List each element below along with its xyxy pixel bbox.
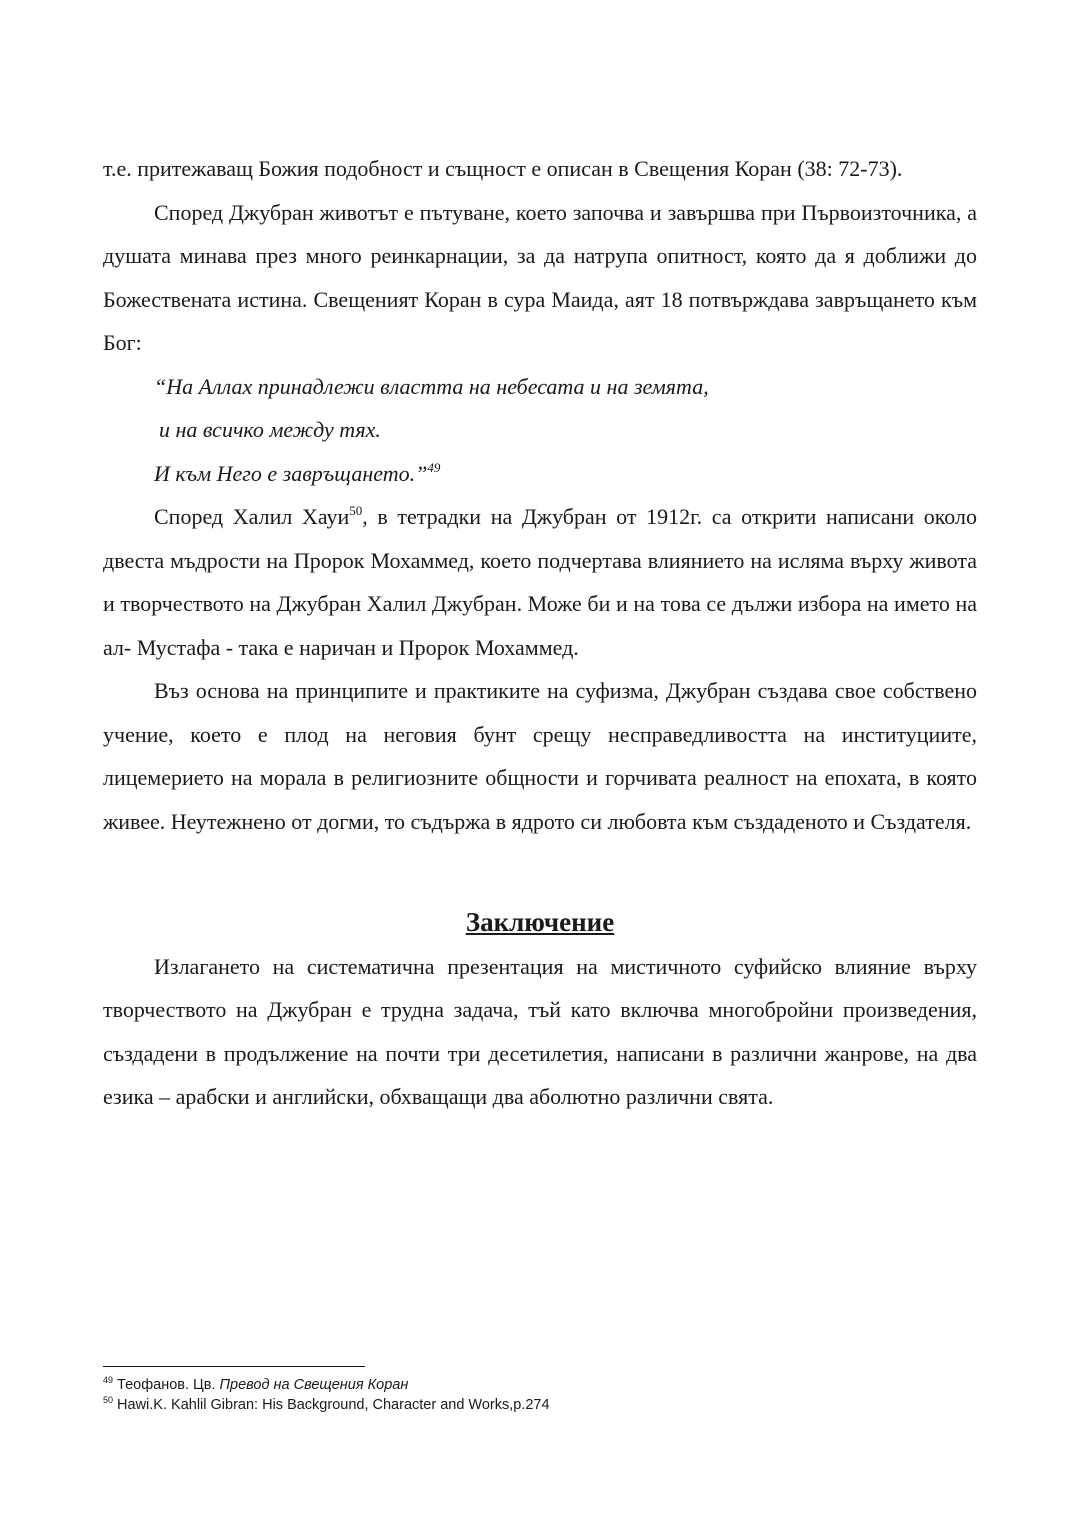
page-body (103, 147, 977, 1119)
footnote-divider (103, 1366, 365, 1367)
footnote-number: 49 (103, 1375, 114, 1385)
paragraph-hawi (103, 495, 977, 669)
footnote-author: Теофанов. Цв. (117, 1377, 216, 1393)
paragraph-journey: Според Джубран животът е пътуване, което започва и завършва при Първоизточника, а душата минава през много реинкарнации, за да натрупа опитност, която да я доближи до Божествената истина. Свещеният Коран в сура Маида, аят 18 потвърждава завръщането към Бог: (103, 199, 977, 355)
footnote-title: Превод на Свещения Коран (219, 1377, 409, 1393)
quote-line-1: “На Аллах принадлежи властта на небесата и на земята, (154, 373, 709, 399)
footnote-50 (103, 1395, 977, 1415)
quote-line-2: и на всичко между тях. (159, 417, 381, 442)
quote-line-3-text: И към Него е завръщането.” (154, 460, 428, 486)
section-heading: Заключение (465, 907, 615, 937)
paragraph-conclusion: Излагането на систематична презентация на мистичното суфийско влияние върху творчеството на Джубран е трудна задача, тъй като включва многобройни произведения, създадени в продължение на почти три десетилетия, написани в различни жанрове, на два езика – арабски и английски, обхващащи два аболютно различни свята. (103, 953, 977, 1109)
paragraph-hawi-start: Според Халил Хауи (154, 504, 350, 529)
quran-quote (103, 365, 977, 496)
footnote-number: 50 (103, 1395, 114, 1405)
footnote-ref-49[interactable]: 49 (427, 459, 441, 475)
paragraph-hawi-rest: , в тетрадки на Джубран от 1912г. са открити написани около двеста мъдрости на Пророк Мохаммед, което подчертава влиянието на исляма върху живота и творчеството на Джубран Халил Джубран. Може би и на това се дължи избора на името на ал- Мустафа - така е наричан и Пророк Мохаммед. (103, 504, 977, 660)
footnote-49 (103, 1375, 977, 1395)
paragraph-continuation: т.е. притежаващ Божия подобност и същност е описан в Свещения Коран (38: 72-73). (103, 156, 903, 181)
quote-line-3 (154, 452, 977, 496)
footnote-ref-50[interactable]: 50 (349, 503, 363, 518)
footnotes (103, 1366, 977, 1415)
paragraph-sufism: Въз основа на принципите и практиките на суфизма, Джубран създава свое собствено учение, което е плод на неговия бунт срещу несправедливостта на институциите, лицемерието на морала в религиозните общности и горчивата реалност на епохата, в която живее. Неутежнено от догми, то съдържа в ядрото си любовта към създаденото и Създателя. (103, 678, 977, 834)
footnote-text: Hawi.K. Kahlil Gibran: His Background, Character and Works,p.274 (117, 1397, 550, 1413)
